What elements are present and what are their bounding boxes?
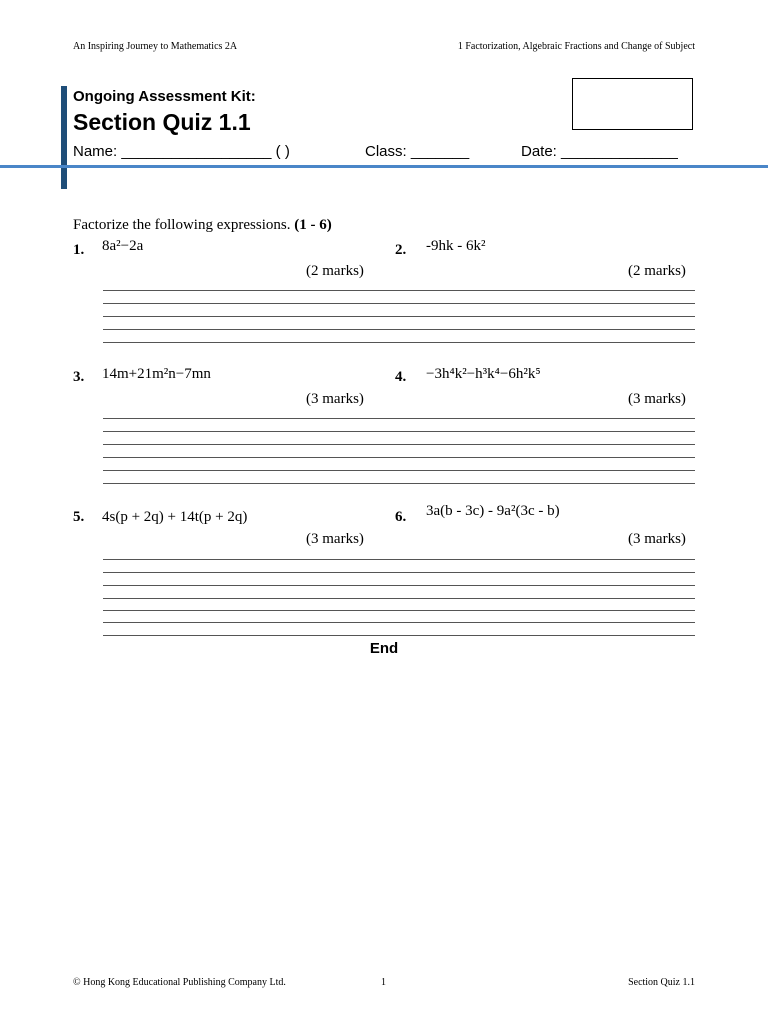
answer-line <box>103 559 695 560</box>
question-3-expression: 14m+21m²n−7mn <box>102 366 211 382</box>
kit-label: Ongoing Assessment Kit: <box>73 88 256 105</box>
name-field: Name: __________________ ( ) <box>73 143 290 160</box>
date-field: Date: ______________ <box>521 143 678 160</box>
question-6-marks: (3 marks) <box>628 531 686 547</box>
end-label: End <box>369 640 399 657</box>
question-1-number: 1. <box>73 242 85 258</box>
question-5-marks: (3 marks) <box>306 531 364 547</box>
answer-line <box>103 342 695 343</box>
question-2-number: 2. <box>395 242 407 258</box>
answer-line <box>103 457 695 458</box>
question-4-expression: −3h⁴k²−h³k⁴−6h²k⁵ <box>426 366 541 382</box>
answer-line <box>103 418 695 419</box>
question-1-expression: 8a²−2a <box>102 238 144 254</box>
answer-line <box>103 483 695 484</box>
answer-line <box>103 470 695 471</box>
question-2-expression: -9hk - 6k² <box>426 238 486 254</box>
answer-line <box>103 444 695 445</box>
question-1-marks: (2 marks) <box>306 263 364 279</box>
answer-line <box>103 329 695 330</box>
answer-line <box>103 622 695 623</box>
running-header-book: An Inspiring Journey to Mathematics 2A <box>73 41 238 52</box>
footer-copyright: © Hong Kong Educational Publishing Company Ltd. <box>73 977 286 988</box>
question-5-expression: 4s(p + 2q) + 14t(p + 2q) <box>102 509 248 525</box>
footer-section: Section Quiz 1.1 <box>628 977 695 988</box>
answer-line <box>103 610 695 611</box>
question-3-number: 3. <box>73 369 85 385</box>
answer-line <box>103 585 695 586</box>
question-6-expression: 3a(b - 3c) - 9a²(3c - b) <box>426 503 560 519</box>
class-field: Class: _______ <box>365 143 470 160</box>
answer-line <box>103 290 695 291</box>
page-title: Section Quiz 1.1 <box>73 109 251 135</box>
score-box <box>572 78 693 130</box>
answer-line <box>103 316 695 317</box>
question-4-number: 4. <box>395 369 407 385</box>
running-header-chapter: 1 Factorization, Algebraic Fractions and Change of Subject <box>457 41 695 52</box>
answer-line <box>103 431 695 432</box>
question-6-number: 6. <box>395 509 407 525</box>
instruction-text: Factorize the following expressions. <box>73 217 295 233</box>
answer-line <box>103 598 695 599</box>
instruction <box>73 217 332 234</box>
title-divider <box>0 165 768 168</box>
answer-line <box>103 303 695 304</box>
title-accent-bar <box>61 86 67 189</box>
answer-line <box>103 635 695 636</box>
answer-line <box>103 572 695 573</box>
question-2-marks: (2 marks) <box>628 263 686 279</box>
instruction-range: (1 - 6) <box>294 217 332 233</box>
page-number: 1 <box>381 977 386 988</box>
question-4-marks: (3 marks) <box>628 391 686 407</box>
question-3-marks: (3 marks) <box>306 391 364 407</box>
question-5-number: 5. <box>73 509 85 525</box>
